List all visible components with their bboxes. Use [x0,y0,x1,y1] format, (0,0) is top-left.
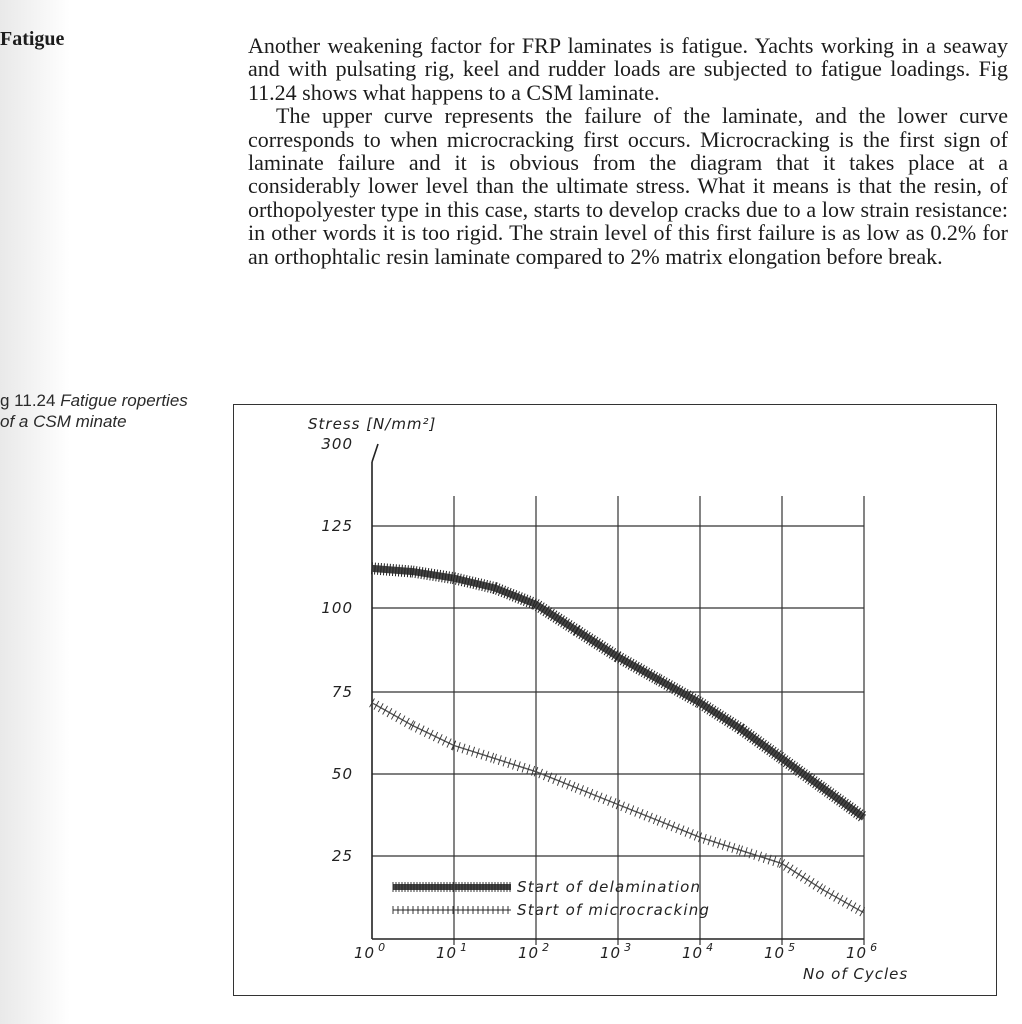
x-tick-label: 10 $^0$ [354,941,387,962]
curve-hatch [378,563,379,575]
curve-hatch [389,564,390,576]
paragraph-2: The upper curve represents the failure of the laminate, and the lower curve corresponds to when microcracking first occurs. Microcracking is the first sign of laminate failure and it is obvious from the diagram that it takes place at a considerably lower level than the ultimate stress. What it means is that the resin, of orthopolyester type in this case, starts to develop cracks due to a low strain resistance: in other words it is too rigid. The strain level of this first failure is as low as 0.2% for an orthophtalic resin laminate compared to 2% matrix elongation before break. [248,103,1008,269]
x-tick-label: 10 $^5$ [764,941,797,962]
curve-hatch [391,711,396,720]
curve-hatch [851,903,856,912]
curve-hatch [387,708,392,717]
curve-hatch [401,565,402,577]
curve-hatch [821,885,826,894]
legend-item-delamination [393,878,701,896]
curve-hatch [825,888,830,897]
curve-hatch [404,718,409,727]
legend-label: Start of delamination [517,878,702,896]
x-tick-label: 10 $^6$ [846,941,879,962]
curve-hatch [838,895,843,904]
curve-hatch [398,565,399,577]
curve-hatch [374,701,379,710]
figure-caption-text: Fatigue roperties of a CSM minate [0,391,188,431]
curve-hatch [817,884,822,892]
curve-hatch [383,706,388,715]
y-tick-label: 300 [321,435,353,453]
curve-hatch [800,873,805,881]
curve-hatch [809,878,814,886]
y-tick-label: 125 [321,517,353,535]
curve-hatch [792,867,797,875]
curve-hatch [788,865,793,873]
x-tick-label: 10 $^4$ [682,941,715,962]
paragraph-1: Another weakening factor for FRP laminates is fatigue. Yachts working in a seaway and with pulsating rig, keel and rudder loads are subjected to fatigue loadings. Fig 11.24 shows what happens to a CSM laminate. [248,33,1008,105]
figure-caption [0,390,200,432]
page-gutter-shadow [0,0,70,1024]
x-tick-label: 10 $^1$ [436,941,469,962]
y-tick-labels [321,435,353,865]
curve-hatch [380,563,381,575]
curve-hatch [407,565,408,577]
y-tick-label: 100 [321,599,353,617]
y-tick-label: 50 [331,765,353,783]
curve-hatch [386,564,387,576]
curve-hatch [375,563,376,575]
curve-hatch [834,893,839,902]
figure-number: g 11.24 [0,391,56,410]
curve-hatch [805,876,810,884]
curve-hatch [404,565,405,577]
curve-hatch [392,564,393,576]
y-tick-label: 25 [331,847,353,865]
x-tick-labels [354,941,878,962]
curve-hatch [829,890,834,899]
x-tick-label: 10 $^3$ [600,941,633,962]
curve-hatch [410,565,411,577]
x-tick-label: 10 $^2$ [518,941,551,962]
curve-hatch [378,703,383,712]
curve-hatch [395,564,396,576]
y-axis-label: Stress [N/mm²] [308,415,437,433]
x-axis-label: No of Cycles [803,965,909,983]
fatigue-chart [233,404,997,996]
curve-hatch [855,905,860,914]
body-text [248,34,1008,268]
chart-legend [393,878,710,919]
legend-label: Start of microcracking [517,901,711,919]
curve-hatch [784,862,789,870]
curve-hatch [796,870,801,878]
curve-hatch [842,898,847,907]
curve-hatch [400,716,405,725]
curve-hatch [813,881,818,889]
curve-hatch [847,900,852,909]
y-axis-break [372,444,378,462]
curve-hatch [383,563,384,575]
section-heading: Fatigue [0,28,65,50]
legend-item-microcracking [393,901,710,919]
y-tick-label: 75 [331,683,353,701]
curve-hatch [396,713,401,722]
